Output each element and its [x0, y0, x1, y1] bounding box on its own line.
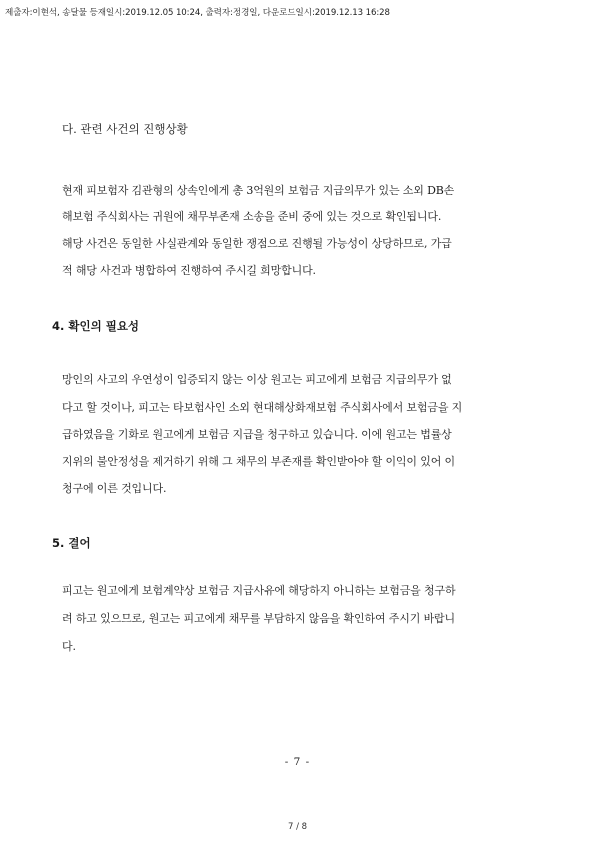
section-4-title: 4. 확인의 필요성: [52, 319, 140, 333]
section-4-line-1: 망인의 사고의 우연성이 입증되지 않는 이상 원고는 피고에게 보험금 지급의무가 없: [62, 373, 452, 386]
section-da-line-1: 현재 피보험자 김관형의 상속인에게 총 3억원의 보험금 지급의무가 있는 소외 DB손: [62, 184, 455, 197]
section-5-line-2: 려 하고 있으므로, 원고는 피고에게 채무를 부담하지 않음을 확인하여 주시기 바랍니: [62, 612, 455, 625]
page-number: - 7 -: [284, 756, 311, 768]
section-4-line-3: 급하였음을 기화로 원고에게 보험금 지급을 청구하고 있습니다. 이에 원고는 법률상: [62, 428, 452, 441]
section-4-line-2: 다고 할 것이나, 피고는 타보험사인 소외 현대해상화재보험 주식회사에서 보험금을 지: [62, 401, 463, 414]
section-da-line-2: 해보험 주식회사는 귀원에 채무부존재 소송을 준비 중에 있는 것으로 확인됩니다.: [62, 210, 442, 223]
page-counter: 7 / 8: [287, 822, 308, 832]
section-5-title: 5. 결어: [52, 536, 91, 550]
section-4-line-4: 지위의 불안정성을 제거하기 위해 그 채무의 부존재를 확인받아야 할 이익이 있어 이: [62, 455, 455, 468]
document-header: 제출자:이현석, 송달물 등재일시:2019.12.05 10:24, 출력자:정경일, 다운로드일시:2019.12.13 16:28: [5, 8, 390, 18]
section-da-line-4: 적 해당 사건과 병합하여 진행하여 주시길 희망합니다.: [62, 264, 316, 277]
section-5-line-1: 피고는 원고에게 보험계약상 보험금 지급사유에 해당하지 아니하는 보험금을 청구하: [62, 584, 456, 597]
section-5-line-3: 다.: [62, 640, 76, 653]
section-da-line-3: 해당 사건은 동일한 사실관계와 동일한 쟁점으로 진행될 가능성이 상당하므로, 가급: [62, 237, 452, 250]
section-da-heading: 다. 관련 사건의 진행상황: [62, 122, 188, 136]
section-4-line-5: 청구에 이른 것입니다.: [62, 482, 167, 495]
